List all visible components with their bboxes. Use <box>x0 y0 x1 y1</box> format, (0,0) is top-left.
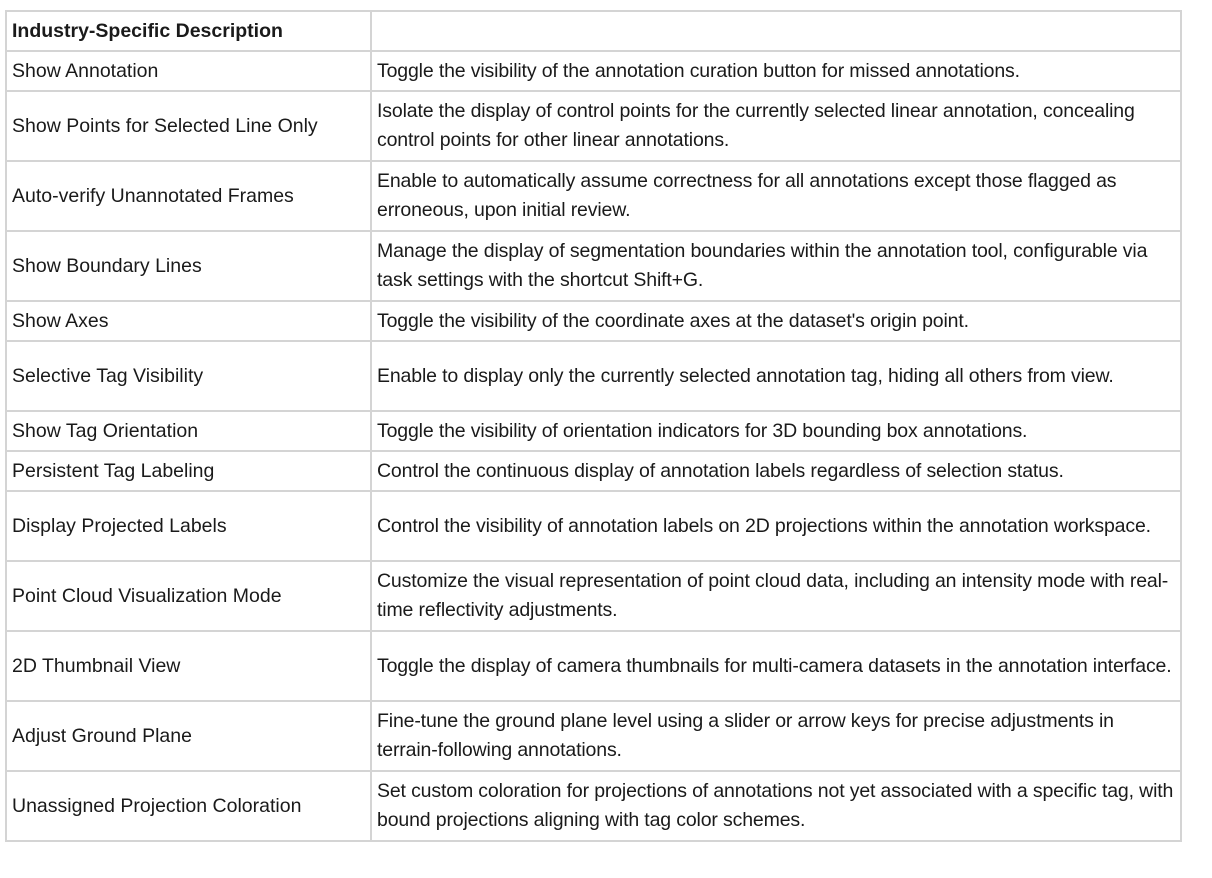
feature-description: Customize the visual representation of point cloud data, including an intensity mode with real-time reflectivity adjustments. <box>371 561 1181 631</box>
feature-name: Show Annotation <box>6 51 371 91</box>
feature-name: Auto-verify Unannotated Frames <box>6 161 371 231</box>
feature-name: Adjust Ground Plane <box>6 701 371 771</box>
table-row <box>6 771 1181 841</box>
feature-description: Toggle the display of camera thumbnails for multi-camera datasets in the annotation interface. <box>371 631 1181 701</box>
feature-name: Show Axes <box>6 301 371 341</box>
feature-table-container <box>5 10 1182 842</box>
feature-name: Selective Tag Visibility <box>6 341 371 411</box>
feature-description: Isolate the display of control points for the currently selected linear annotation, concealing control points for other linear annotations. <box>371 91 1181 161</box>
table-row <box>6 701 1181 771</box>
table-row <box>6 91 1181 161</box>
feature-description: Set custom coloration for projections of annotations not yet associated with a specific tag, with bound projections aligning with tag color schemes. <box>371 771 1181 841</box>
feature-description: Enable to automatically assume correctness for all annotations except those flagged as erroneous, upon initial review. <box>371 161 1181 231</box>
header-feature-name: Industry-Specific Description <box>6 11 371 51</box>
table-row <box>6 301 1181 341</box>
table-row <box>6 51 1181 91</box>
header-description <box>371 11 1181 51</box>
feature-name: Point Cloud Visualization Mode <box>6 561 371 631</box>
table-header-row <box>6 11 1181 51</box>
table-row <box>6 411 1181 451</box>
feature-name: Show Points for Selected Line Only <box>6 91 371 161</box>
feature-description: Fine-tune the ground plane level using a slider or arrow keys for precise adjustments in terrain-following annotations. <box>371 701 1181 771</box>
feature-name: Show Boundary Lines <box>6 231 371 301</box>
table-row <box>6 451 1181 491</box>
feature-name: 2D Thumbnail View <box>6 631 371 701</box>
table-row <box>6 631 1181 701</box>
feature-name: Unassigned Projection Coloration <box>6 771 371 841</box>
table-row <box>6 341 1181 411</box>
feature-description: Enable to display only the currently selected annotation tag, hiding all others from view. <box>371 341 1181 411</box>
feature-description: Control the continuous display of annotation labels regardless of selection status. <box>371 451 1181 491</box>
table-row <box>6 491 1181 561</box>
table-row <box>6 231 1181 301</box>
table-row <box>6 561 1181 631</box>
feature-description: Toggle the visibility of the annotation curation button for missed annotations. <box>371 51 1181 91</box>
feature-name: Display Projected Labels <box>6 491 371 561</box>
feature-description-table <box>5 10 1182 842</box>
feature-description: Manage the display of segmentation boundaries within the annotation tool, configurable via task settings with the shortcut Shift+G. <box>371 231 1181 301</box>
feature-description: Control the visibility of annotation labels on 2D projections within the annotation workspace. <box>371 491 1181 561</box>
feature-description: Toggle the visibility of the coordinate axes at the dataset's origin point. <box>371 301 1181 341</box>
feature-name: Persistent Tag Labeling <box>6 451 371 491</box>
feature-description: Toggle the visibility of orientation indicators for 3D bounding box annotations. <box>371 411 1181 451</box>
table-row <box>6 161 1181 231</box>
feature-name: Show Tag Orientation <box>6 411 371 451</box>
